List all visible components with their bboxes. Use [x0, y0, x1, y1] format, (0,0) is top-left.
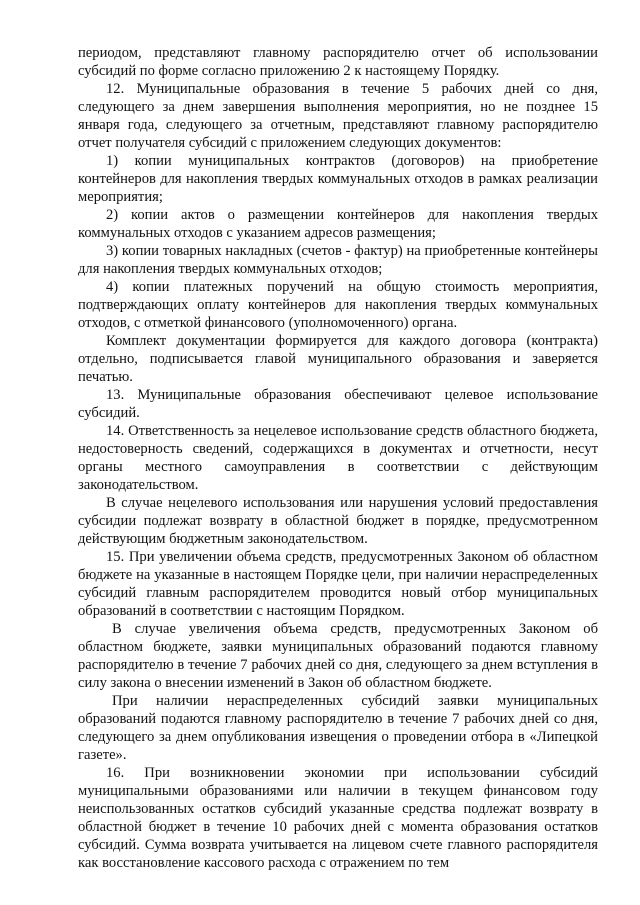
list-item-1: 1) копии муниципальных контрактов (договоров) на приобретение контейнеров для накопления твердых коммунальных отходов в рамках реализации мероприятия; — [78, 153, 598, 205]
list-item-3: 3) копии товарных накладных (счетов - фактур) на приобретенные контейнеры для накопления твердых коммунальных отходов; — [78, 243, 598, 277]
paragraph-budget-increase: В случае увеличения объема средств, предусмотренных Законом об областном бюджете, заявки муниципальных образований подаются главному распорядителю в течение 7 рабочих дней со дня, следующего за днем вступления в силу закона о внесении изменений в Закон об областном бюджете. — [78, 621, 598, 691]
paragraph-report-form: периодом, представляют главному распорядителю отчет об использовании субсидий по форме согласно приложению 2 к настоящему Порядку. — [78, 45, 598, 79]
paragraph-14: 14. Ответственность за нецелевое использование средств областного бюджета, недостоверность сведений, содержащихся в документах и отчетности, несут органы местного самоуправления в соответствии с действующим законодательством. — [78, 423, 598, 493]
paragraph-misuse: В случае нецелевого использования или нарушения условий предоставления субсидии подлежат возврату в областной бюджет в порядке, предусмотренном действующим бюджетным законодательством. — [78, 495, 598, 547]
document-page — [78, 44, 598, 872]
list-item-2: 2) копии актов о размещении контейнеров для накопления твердых коммунальных отходов с указанием адресов размещения; — [78, 207, 598, 241]
paragraph-16: 16. При возникновении экономии при использовании субсидий муниципальными образованиями или наличии в текущем финансовом году неиспользованных остатков субсидий указанные средства подлежат возврату в областной бюджет в течение 10 рабочих дней с момента образования остатков субсидий. Сумма возврата учитывается на лицевом счете главного распорядителя как восстановление кассового расхода с отражением по тем — [78, 765, 598, 871]
paragraph-15: 15. При увеличении объема средств, предусмотренных Законом об областном бюджете на указанные в настоящем Порядке цели, при наличии нераспределенных субсидий главным распорядителем проводится новый отбор муниципальных образований в соответствии с настоящим Порядком. — [78, 549, 598, 619]
paragraph-12: 12. Муниципальные образования в течение 5 рабочих дней со дня, следующего за днем завершения выполнения мероприятия, но не позднее 15 января года, следующего за отчетным, представляют главному распорядителю отчет получателя субсидий с приложением следующих документов: — [78, 81, 598, 151]
paragraph-documents-set: Комплект документации формируется для каждого договора (контракта) отдельно, подписывается главой муниципального образования и заверяется печатью. — [78, 333, 598, 385]
paragraph-13: 13. Муниципальные образования обеспечивают целевое использование субсидий. — [78, 387, 598, 421]
list-item-4: 4) копии платежных поручений на общую стоимость мероприятия, подтверждающих оплату контейнеров для накопления твердых коммунальных отходов, с отметкой финансового (уполномоченного) органа. — [78, 279, 598, 331]
paragraph-unallocated: При наличии нераспределенных субсидий заявки муниципальных образований подаются главному распорядителю в течение 7 рабочих дней со дня, следующего за днем опубликования извещения о проведении отбора в «Липецкой газете». — [78, 693, 598, 763]
